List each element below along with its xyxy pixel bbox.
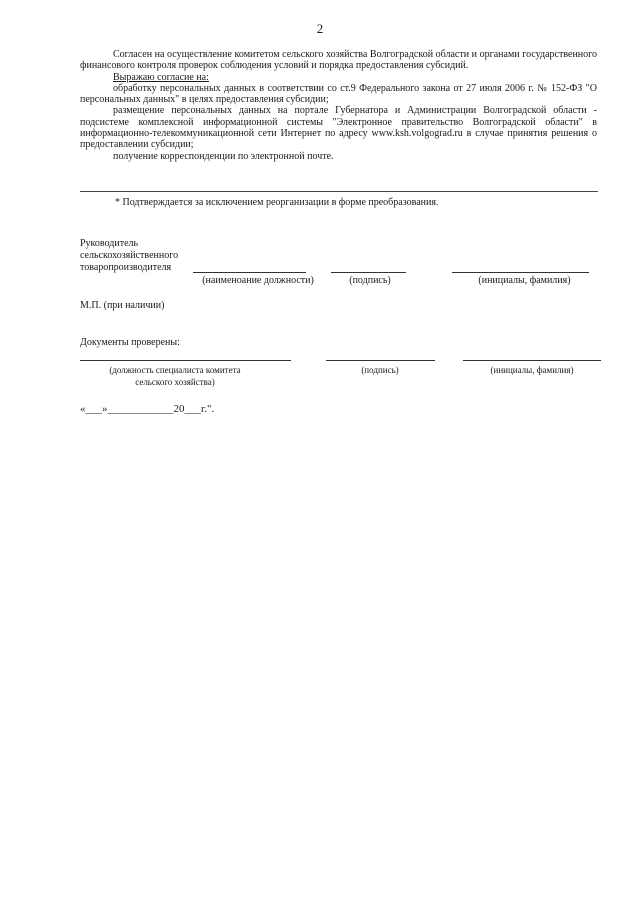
verifier-name-caption: (инициалы, фамилия) (490, 365, 574, 375)
correspondence-paragraph: получение корреспонденции по электронной почте. (113, 150, 334, 162)
verifier-signature-line (326, 360, 435, 361)
head-position-caption: (наименоание должности) (202, 275, 314, 286)
consent-paragraph: Согласен на осуществление комитетом сельского хозяйства Волгоградской области и органами государственного финансового контроля проверок соблюдения условий и порядка предоставления субсидий. (80, 49, 597, 72)
head-name-line (452, 272, 589, 273)
head-signature-caption: (подпись) (349, 275, 391, 286)
head-label-line2: сельскохозяйственного (80, 250, 179, 261)
verification-title: Документы проверены: (80, 337, 180, 348)
head-label-line1: Руководитель (80, 238, 139, 249)
expressing-paragraph (80, 72, 597, 83)
seal-label: М.П. (при наличии) (80, 300, 165, 311)
head-label-line3: товаропроизводителя (80, 262, 172, 273)
page-number: 2 (316, 21, 324, 36)
expressing-text: Выражаю согласие на: (113, 71, 209, 83)
head-name-caption: (инициалы, фамилия) (478, 275, 571, 286)
head-signature-line (331, 272, 406, 273)
verifier-position-caption-line1: (должность специалиста комитета (109, 365, 241, 375)
verifier-position-caption (90, 364, 260, 388)
footnote: * Подтверждается за исключением реорганизации в форме преобразования. (115, 197, 439, 208)
consent-block (80, 49, 597, 162)
footnote-divider (80, 191, 598, 192)
placement-paragraph: размещение персональных данных на портале Губернатора и Администрации Волгоградской области - подсистеме комплексной информационной системы "Электронное правительство Волгоградской области" в информационно-телекоммуникационной сети Интернет по адресу www.ksh.volgograd.ru в случае принятия решения о предоставлении субсидии; (80, 105, 597, 151)
processing-paragraph: обработку персональных данных в соответствии со ст.9 Федерального закона от 27 июля 2006 г. № 152-ФЗ "О персональных данных" в целях предоставления субсидии; (80, 82, 597, 106)
head-position-line (193, 272, 306, 273)
verifier-signature-caption: (подпись) (361, 365, 399, 375)
verifier-name-line (463, 360, 601, 361)
verifier-position-line (80, 360, 291, 361)
date-line: «___»____________20___г.". (80, 403, 215, 415)
verifier-position-caption-line2: сельского хозяйства) (135, 377, 215, 387)
